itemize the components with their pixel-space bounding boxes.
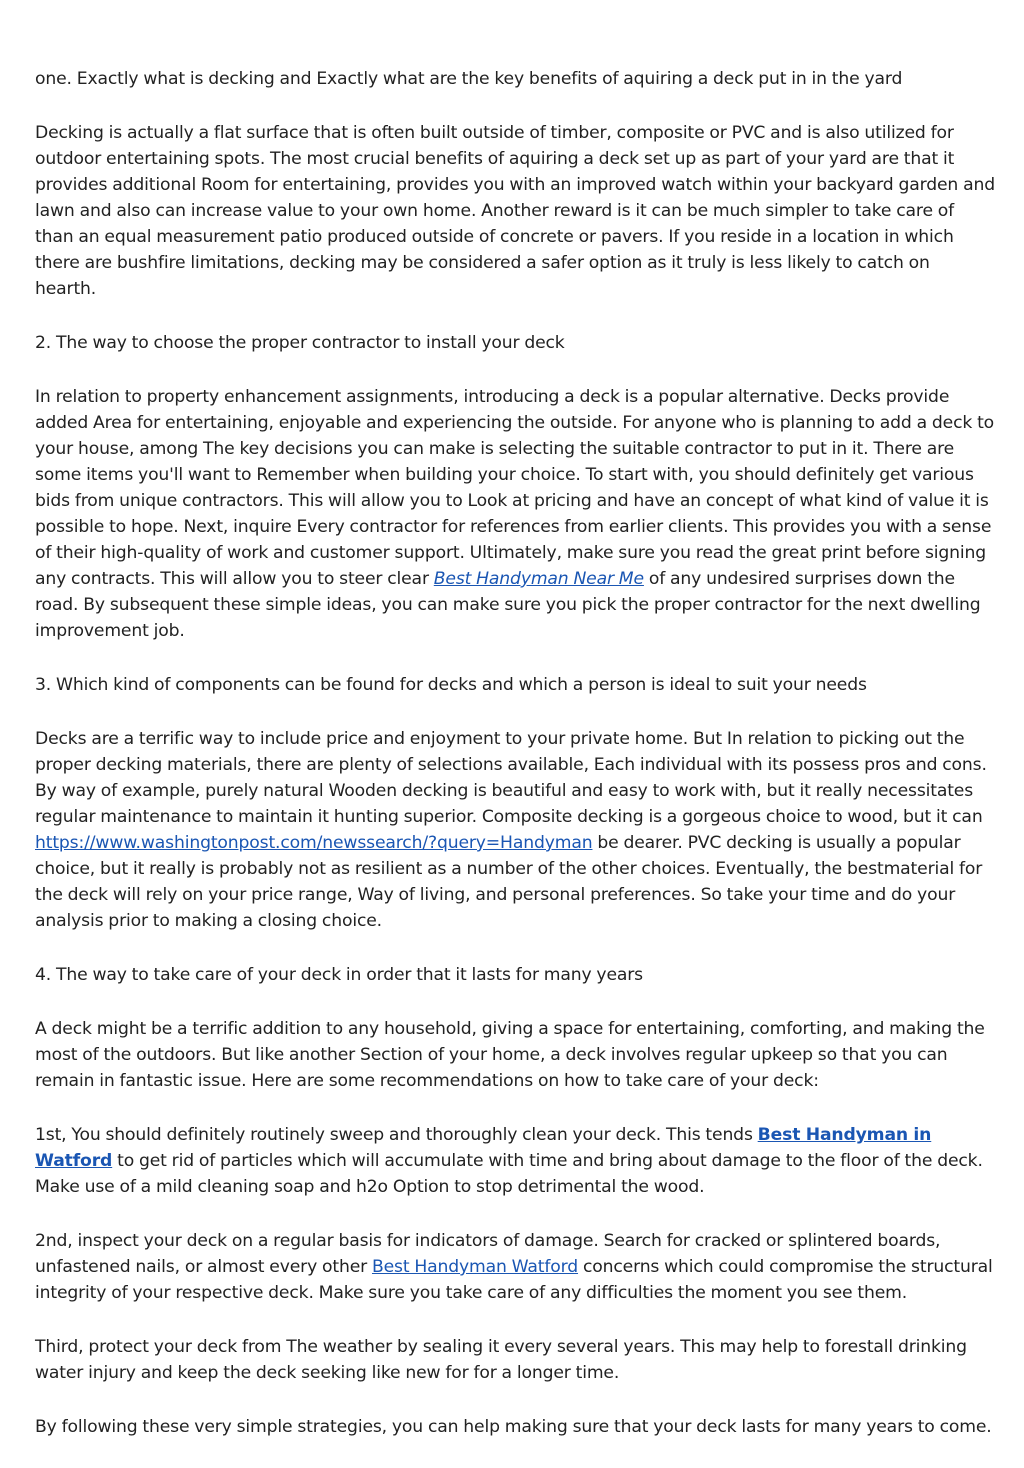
article-body <box>35 66 995 1468</box>
paragraph-sweep-clean <box>35 1122 995 1200</box>
paragraph-text: to get rid of particles which will accumulate with time and bring about damage to the floor of the deck. Make use of a mild cleaning soap and h2o Option to stop detrimental the wood. <box>35 1151 983 1197</box>
paragraph-text: of any undesired surprises down the road. By subsequent these simple ideas, you can make sure you pick the proper contractor for the next dwelling improvement job. <box>35 569 981 641</box>
best-handyman-near-me-link[interactable]: Best Handyman Near Me <box>433 569 644 589</box>
paragraph-deck-care-intro: A deck might be a terrific addition to any household, giving a space for entertaining, comforting, and making the most of the outdoors. But like another Section of your home, a deck involves regular upkeep so that you can remain in fantastic issue. Here are some recommendations on how to take care of your deck: <box>35 1019 985 1091</box>
paragraph-choose-contractor <box>35 384 995 644</box>
best-handyman-watford-link[interactable]: Best Handyman Watford <box>371 1257 579 1277</box>
section-heading-2: 2. The way to choose the proper contractor to install your deck <box>35 333 565 353</box>
paragraph-conclusion: By following these very simple strategies, you can help making sure that your deck lasts for many years to come. <box>35 1417 992 1437</box>
paragraph-what-is-decking: Decking is actually a flat surface that is often built outside of timber, composite or PVC and is also utilized for outdoor entertaining spots. The most crucial benefits of aquiring a deck set up as part of your yard are that it provides additional Room for entertaining, provides you with an improved watch within your backyard garden and lawn and also can increase value to your own home. Another reward is it can be much simpler to take care of than an equal measurement patio produced outside of concrete or pavers. If you reside in a location in which there are bushfire limitations, decking may be considered a safer option as it truly is less likely to catch on hearth. <box>35 123 995 299</box>
washingtonpost-link[interactable]: https://www.washingtonpost.com/newssearch/?query=Handyman <box>35 833 593 853</box>
paragraph-text: 2nd, inspect your deck on a regular basis for indicators of damage. Search for cracked or splintered boards, unfastened nails, or almost every other <box>35 1231 941 1277</box>
best-handyman-in-watford-link[interactable]: Best Handyman in Watford <box>35 1125 932 1171</box>
section-heading-4: 4. The way to take care of your deck in order that it lasts for many years <box>35 965 643 985</box>
paragraph-text: 1st, You should definitely routinely sweep and thoroughly clean your deck. This tends <box>35 1125 758 1145</box>
section-heading-1: one. Exactly what is decking and Exactly what are the key benefits of aquiring a deck put in in the yard <box>35 69 903 89</box>
paragraph-text: Decks are a terrific way to include price and enjoyment to your private home. But In relation to picking out the proper decking materials, there are plenty of selections available, Each individual with its possess pros and cons. By way of example, purely natural Wooden decking is beautiful and easy to work with, but it really necessitates regular maintenance to maintain it hunting superior. Composite decking is a gorgeous choice to wood, but it can <box>35 729 987 827</box>
paragraph-protect-deck: Third, protect your deck from The weather by sealing it every several years. This may help to forestall drinking water injury and keep the deck seeking like new for for a longer time. <box>35 1337 967 1383</box>
paragraph-materials <box>35 726 995 934</box>
section-heading-3: 3. Which kind of components can be found for decks and which a person is ideal to suit your needs <box>35 675 867 695</box>
paragraph-text: In relation to property enhancement assignments, introducing a deck is a popular alternative. Decks provide added Area for entertaining, enjoyable and experiencing the outside. For anyone who is planning to add a deck to your house, among The key decisions you can make is selecting the suitable contractor to put in it. There are some items you'll want to Remember when building your choice. To start with, you should definitely get various bids from unique contractors. This will allow you to Look at pricing and have an concept of what kind of value it is possible to hope. Next, inquire Every contractor for references from earlier clients. This provides you with a sense of their high-quality of work and customer support. Ultimately, make sure you read the great print before signing any contracts. This will allow you to steer clear <box>35 387 995 589</box>
paragraph-inspect-deck <box>35 1228 995 1306</box>
paragraph-text: be dearer. PVC decking is usually a popular choice, but it really is probably not as resilient as a number of the other choices. Eventually, the bestmaterial for the deck will rely on your price range, Way of living, and personal preferences. So take your time and do your analysis prior to making a closing choice. <box>35 833 983 931</box>
paragraph-text: concerns which could compromise the structural integrity of your respective deck. Make sure you take care of any difficulties the moment you see them. <box>35 1257 993 1303</box>
